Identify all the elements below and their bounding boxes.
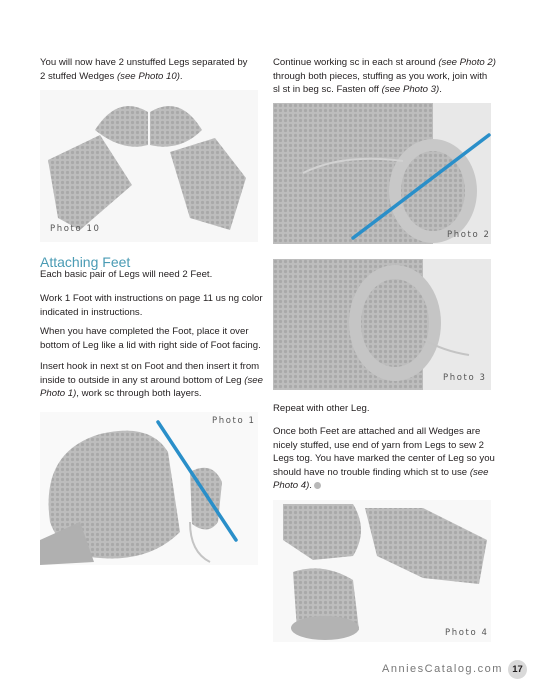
text-line: through both pieces, stuffing as you work, join with [273, 70, 488, 82]
intro-paragraph [40, 56, 247, 83]
paragraph [40, 268, 212, 282]
photo-caption: Photo 4 [445, 628, 489, 638]
intro-line: . [179, 70, 183, 82]
text-line: inside to outside in any st around bottom of Leg [40, 374, 245, 386]
photo-reference: (see [244, 374, 263, 386]
text-line: When you have completed the Foot, place it over [40, 326, 249, 337]
photo-reference: (see [469, 466, 489, 478]
photo-3 [273, 259, 491, 390]
paragraph [273, 402, 370, 416]
text-line: nicely stuffed, use end of yarn from Legs to sew 2 [273, 439, 485, 451]
footer-website: AnniesCatalog.com [382, 663, 503, 675]
text-line: . [439, 84, 442, 96]
section-heading: Attaching Feet [40, 254, 131, 270]
text-line: Work 1 Foot with instructions on page 11 us ng color [40, 293, 263, 304]
text-line: Each basic pair of Legs will need 2 Feet. [40, 269, 213, 280]
text-line: should have no trouble finding which st to use [273, 466, 470, 478]
photo-1 [40, 412, 258, 565]
paragraph [273, 56, 496, 97]
intro-line: 2 stuffed Wedges [40, 70, 117, 82]
text-line: Insert hook in next st on Foot and then insert it from [40, 361, 260, 372]
photo-reference: (see Photo 3) [381, 84, 440, 96]
end-bullet-icon [314, 482, 321, 489]
photo-reference: (see Photo 10) [116, 70, 180, 82]
photo-reference: (see Photo 2) [438, 57, 496, 68]
photo-caption: Photo 3 [443, 373, 487, 383]
intro-line: You will now have 2 unstuffed Legs separated by [40, 57, 248, 68]
photo-4 [273, 500, 491, 642]
photo-reference: Photo 4) [273, 480, 310, 492]
photo-caption: Photo 1 [212, 416, 256, 426]
text-line: Continue working sc in each st around [273, 57, 439, 68]
text-line: Repeat with other Leg. [273, 403, 370, 414]
photo-10 [40, 90, 258, 242]
text-line: indicated in instructions. [40, 306, 143, 318]
text-line: . [309, 480, 312, 492]
paragraph [40, 292, 263, 319]
photo-caption: Photo 2 [447, 230, 491, 240]
text-line: sl st in beg sc. Fasten off [273, 84, 382, 96]
paragraph [40, 325, 261, 352]
paragraph [40, 360, 263, 401]
page-number: 17 [508, 660, 527, 679]
text-line: bottom of Leg like a lid with right side of Foot facing. [40, 339, 261, 351]
photo-reference: Photo 1) [40, 388, 77, 400]
text-line: Legs tog. You have marked the center of Leg so you [273, 453, 495, 465]
paragraph [273, 425, 495, 493]
photo-caption: Photo 10 [50, 224, 101, 234]
text-line: , work sc through both layers. [76, 388, 202, 400]
photo-2 [273, 103, 491, 244]
text-line: Once both Feet are attached and all Wedges are [273, 426, 481, 437]
